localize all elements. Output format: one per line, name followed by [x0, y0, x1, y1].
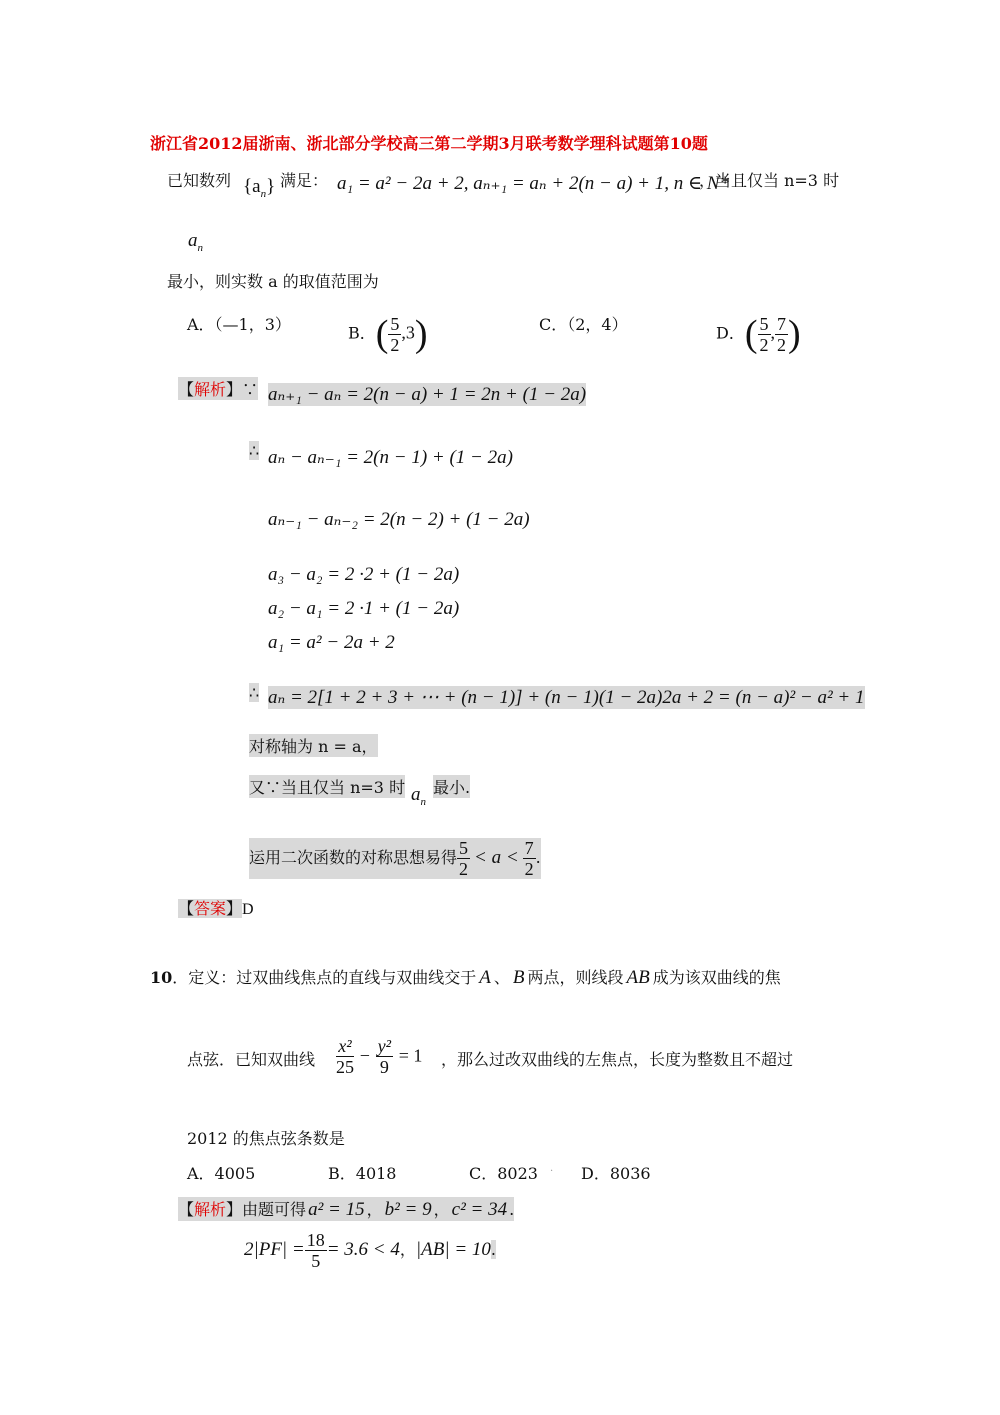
- q9-min-text: 最小，则实数 a 的取值范围为: [167, 272, 379, 291]
- q9-intro: 已知数列: [167, 171, 232, 190]
- sol9-eq1: aₙ₊₁ − aₙ = 2(n − a) + 1 = 2n + (1 − 2a): [268, 384, 587, 405]
- q10-line2a: 点弦．已知双曲线: [187, 1050, 316, 1069]
- q10-option-a: A．4005: [187, 1164, 256, 1183]
- q10-hyperbola: $\frac{\text{x²}}{25}$ − $\frac{\text{y²}}{9}$ = 1: [336, 1036, 423, 1077]
- sol9-tag: 【解析】∵: [178, 377, 258, 400]
- q9-option-a: A．（—1，3）: [187, 315, 291, 334]
- q9-option-b: B．( $\frac{5}{2}$ ,3): [348, 313, 428, 355]
- q10-option-b: B．4018: [328, 1164, 397, 1183]
- q10-line3: 2012 的焦点弦条数是: [187, 1129, 345, 1148]
- sol9-eq7: aₙ = 2[1 + 2 + 3 + ⋯ + (n − 1)] + (n − 1)(1 − 2a)2a + 2 = (n − a)² − a² + 1: [268, 687, 865, 708]
- q10-option-c: C．8023: [469, 1164, 538, 1183]
- sol9-eq6: a₁ = a² − 2a + 2: [268, 632, 395, 653]
- sol9-again: 又∵当且仅当 n=3 时: [249, 775, 405, 798]
- q9-sequence: $\{a_n\}$: [243, 176, 276, 200]
- sol9-axis: 对称轴为 n = a，: [249, 734, 378, 757]
- q9-when: ，当且仅当 n=3 时: [699, 171, 840, 190]
- sol9-eq2: aₙ − aₙ₋₁ = 2(n − 1) + (1 − 2a): [268, 447, 513, 468]
- q9-option-d: D．( $\frac{5}{2}$ , $\frac{7}{2}$ ): [716, 313, 801, 355]
- sol9-eq3: aₙ₋₁ − aₙ₋₂ = 2(n − 2) + (1 − 2a): [268, 509, 530, 530]
- sol9-eq5: a₂ − a₁ = 2 ·1 + (1 − 2a): [268, 598, 460, 619]
- sol9-therefore: ∴: [249, 441, 260, 460]
- sol10-line2: 2|PF| = $\frac{18}{5}$ = 3.6 < 4，|AB| = 10.: [244, 1230, 496, 1271]
- q10-line2b: ，那么过改双曲线的左焦点，长度为整数且不超过: [441, 1050, 794, 1069]
- sol9-conclusion: 运用二次函数的对称思想易得 $\frac{5}{2}$ < a < $\frac{7}{2}$ .: [249, 838, 541, 879]
- sol9-again-end: 最小.: [433, 775, 470, 798]
- sol9-answer: 【答案】D: [178, 899, 254, 918]
- q10-option-d: D．8036: [581, 1164, 651, 1183]
- q9-recurrence: a₁ = a² − 2a + 2, aₙ₊₁ = aₙ + 2(n − a) + 1, n ∈ N*: [337, 173, 729, 194]
- q10-option-c-dot: .: [550, 1163, 554, 1174]
- problem-title: 浙江省2012届浙南、浙北部分学校高三第二学期3月联考数学理科试题第10题: [150, 134, 708, 153]
- q10-line1: 10．定义：过双曲线焦点的直线与双曲线交于 A 、 B 两点，则线段 AB 成为该双曲线的焦: [150, 967, 781, 988]
- q9-satisfy: 满足：: [280, 171, 329, 190]
- sol10-line1: 【解析】由题可得 a² = 15 ， b² = 9 ， c² = 34 .: [178, 1199, 515, 1220]
- sol9-therefore-2: ∴: [249, 683, 260, 702]
- q9-an: $a_n$: [188, 230, 203, 254]
- q9-option-c: C．（2，4）: [539, 315, 628, 334]
- sol9-an: $a_n$: [411, 784, 426, 808]
- sol9-eq4: a₃ − a₂ = 2 ·2 + (1 − 2a): [268, 564, 460, 585]
